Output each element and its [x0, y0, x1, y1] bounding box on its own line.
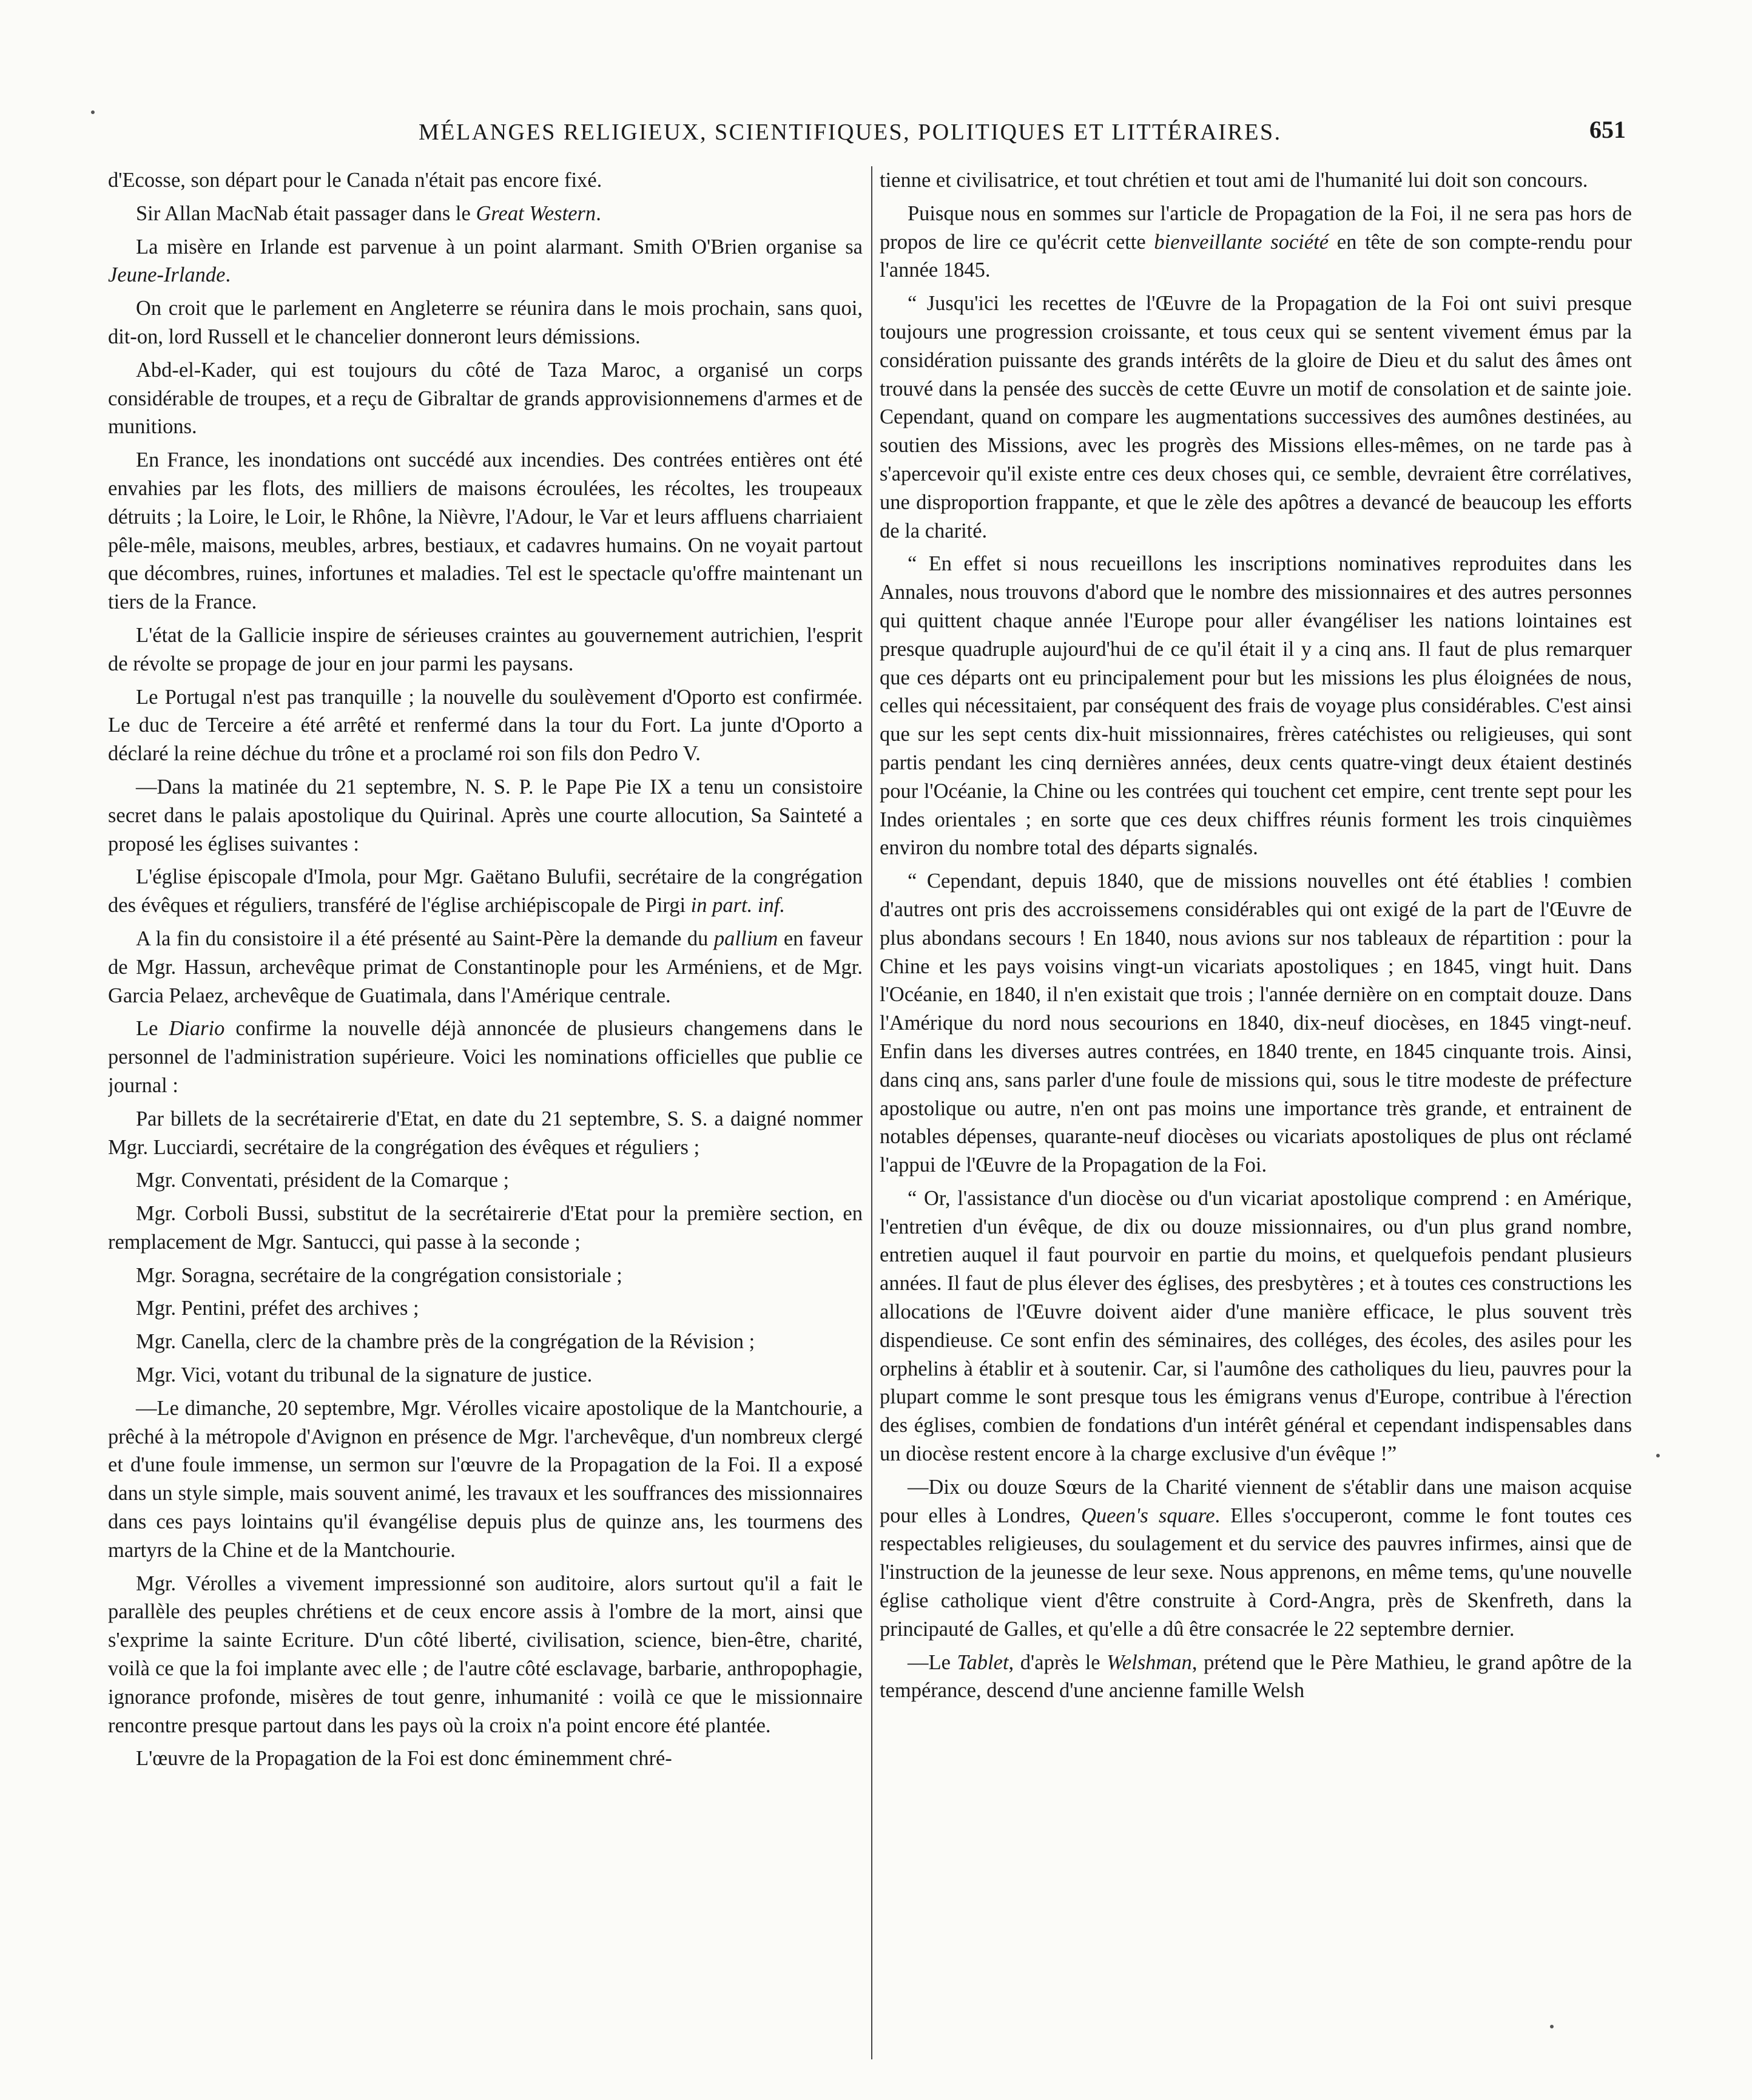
- text-run: —Dans la matinée du 21 septembre, N. S. P. le Pape Pie IX a tenu un consistoire secret dans le palais apostolique du Quirinal. Après une courte allocution, Sa Sainteté a proposé les églises suivantes :: [108, 775, 863, 856]
- paragraph: [880, 550, 1632, 862]
- right-column: [880, 166, 1632, 2065]
- text-run: .: [225, 263, 231, 287]
- text-run: Le Portugal n'est pas tranquille ; la nouvelle du soulèvement d'Oporto est confirmée. Le duc de Terceire a été arrêté et renfermé dans la tour du Fort. La junte d'Oporto a déclaré la reine déchue du trône et a proclamé roi son fils don Pedro V.: [108, 685, 863, 766]
- text-run: “ Jusqu'ici les recettes de l'Œuvre de la Propagation de la Foi ont suivi presque toujours une progression croissante, et tous ceux qui se sentent vivement émus par la considération puissante des grands intérêts de la gloire de Dieu et du salut des âmes ont trouvé dans la pensée des succès de cette Œuvre un motif de consolation et de sainte joie. Cependant, quand on compare les augmentations successives des aumônes destinées, au soutien des Missions, avec les progrès des Missions elles-mêmes, on ne tarde pas à s'apercevoir qu'il existe entre ces deux choses qui, ce semble, devraient être corrélatives, une disproportion frappante, et que le zèle des apôtres a devancé de beaucoup les efforts de la charité.: [880, 292, 1632, 542]
- paragraph: [108, 621, 863, 678]
- text-run: En France, les inondations ont succédé aux incendies. Des contrées entières ont été envahies par les flots, des milliers de maisons écroulées, les récoltes, les troupeaux détruits ; la Loire, le Loir, le Rhône, la Nièvre, l'Adour, le Var et leurs affluens charriaient pêle-mêle, maisons, meubles, arbres, bestiaux, et cadavres humains. On ne voyait partout que décombres, ruines, infortunes et maladies. Tel est le spectacle qu'offre maintenant un tiers de la France.: [108, 448, 863, 614]
- text-run: confirme la nouvelle déjà annoncée de plusieurs changemens dans le personnel de l'administration supérieure. Voici les nominations officielles que publie ce journal :: [108, 1017, 863, 1097]
- italic-run: Great Western: [476, 201, 596, 225]
- paragraph: [880, 1473, 1632, 1644]
- text-run: Puisque nous en sommes sur l'article de Propagation de la Foi, il ne sera pas hors de propos de lire ce qu'écrit cette: [880, 201, 1632, 254]
- paragraph: [880, 1184, 1632, 1468]
- paragraph: [108, 1294, 863, 1323]
- text-run: —Dix ou douze Sœurs de la Charité viennent de s'établir dans une maison acquise pour elles à Londres,: [880, 1475, 1632, 1527]
- paragraph: [880, 1649, 1632, 1706]
- paragraph: [108, 166, 863, 195]
- italic-run: pallium: [713, 927, 778, 950]
- text-run: Mgr. Vérolles a vivement impressionné son auditoire, alors surtout qu'il a fait le parallèle des peuples chrétiens et de ceux encore assis à l'ombre de la mort, ainsi que s'exprime la sainte Ecriture. D'un côté liberté, civilisation, science, bien-être, charité, voilà ce que la foi implante avec elle ; de l'autre côté esclavage, barbarie, anthropophagie, ignorance profonde, misères de tout genre, inhumanité : voilà ce que le missionnaire rencontre presque partout dans les pays où la croix n'a point encore été plantée.: [108, 1572, 863, 1737]
- paragraph: [880, 289, 1632, 545]
- column-divider: [871, 166, 872, 2059]
- text-run: “ En effet si nous recueillons les inscriptions nominatives reproduites dans les Annales, nous trouvons d'abord que le nombre des missionnaires et des autres personnes qui quittent chaque année l'Europe pour aller évangéliser les nations lointaines est presque quadruple aujourd'hui de ce qu'il était il y a cinq ans. Il faut de plus remarquer que ces départs ont eu principalement pour but les missions les plus éloignées de nous, celles qui nécessitaient, par conséquent des frais de voyage plus considérables. C'est ainsi que sur les sept cents dix-huit missionnaires, frères catéchistes ou religieuses, qui sont partis pendant les cinq dernières années, deux cents quatre-vingt deux étaient destinés pour l'Océanie, la Chine ou les contrées qui touchent cet empire, cent trente sept pour les Indes orientales ; en sorte que ces deux chiffres réunis forment les trois cinquièmes environ du nombre total des départs signalés.: [880, 552, 1632, 860]
- text-run: en faveur de Mgr. Hassun, archevêque primat de Constantinople pour les Arméniens, et de Mgr. Garcia Pelaez, archevêque de Guatimala, dans l'Amérique centrale.: [108, 927, 863, 1007]
- text-run: , prétend que le Père Mathieu, le grand apôtre de la tempérance, descend d'une ancienne famille Welsh: [880, 1650, 1632, 1703]
- italic-run: Tablet: [957, 1650, 1009, 1674]
- text-run: Sir Allan MacNab était passager dans le: [136, 201, 476, 225]
- paragraph: [108, 1328, 863, 1356]
- paragraph: [108, 1200, 863, 1257]
- left-column: [108, 166, 863, 2065]
- paragraph: [108, 925, 863, 1010]
- italic-run: Welshman: [1107, 1650, 1192, 1674]
- paragraph: [108, 200, 863, 228]
- text-run: A la fin du consistoire il a été présenté au Saint-Père la demande du: [136, 927, 714, 950]
- italic-run: Jeune-Irlande: [108, 263, 226, 287]
- text-run: Abd-el-Kader, qui est toujours du côté de Taza Maroc, a organisé un corps considérable de troupes, et a reçu de Gibraltar de grands approvisionnemens d'armes et de munitions.: [108, 358, 863, 439]
- text-run: d'Ecosse, son départ pour le Canada n'était pas encore fixé.: [108, 169, 602, 192]
- paragraph: [108, 773, 863, 858]
- text-run: .: [596, 201, 601, 225]
- paragraph: [108, 863, 863, 920]
- text-run: Mgr. Corboli Bussi, substitut de la secrétairerie d'Etat pour la première section, en remplacement de Mgr. Santucci, qui passe à la seconde ;: [108, 1202, 863, 1254]
- running-header: [419, 116, 1626, 153]
- margin-speck: [1656, 1454, 1660, 1457]
- text-run: —Le: [908, 1650, 957, 1674]
- paragraph: [880, 200, 1632, 285]
- text-run: Le: [136, 1017, 169, 1041]
- paragraph: [108, 233, 863, 290]
- text-run: “ Or, l'assistance d'un diocèse ou d'un vicariat apostolique comprend : en Amérique, l'entretien d'un évêque, de dix ou douze missionnaires, ou d'un plus grand nombre, entretien auquel il faut pourvoir en partie du moins, et quelquefois pendant plusieurs années. Il faut de plus élever des églises, des presbytères ; et à toutes ces constructions les allocations de l'Œuvre doivent aider d'une manière efficace, le plus souvent très dispendieuse. Ce sont enfin des séminaires, des colléges, des écoles, des asiles pour les orphelins à établir et à soutenir. Car, si l'aumône des catholiques du lieu, pauvres pour la plupart comme le sont presque tous les émigrans venus d'Europe, contribue à l'érection des églises, combien de fondations d'un intérêt général et cependant indispensables dans un diocèse restent encore à la charge exclusive d'un évêque !”: [880, 1186, 1632, 1466]
- italic-run: Queen's square: [1080, 1504, 1215, 1527]
- paragraph: [108, 1015, 863, 1099]
- paragraph: [108, 683, 863, 768]
- paragraph: [108, 1744, 863, 1773]
- paragraph: [880, 166, 1632, 195]
- text-run: Par billets de la secrétairerie d'Etat, en date du 21 septembre, S. S. a daigné nommer Mgr. Lucciardi, secrétaire de la congrégation des évêques et réguliers ;: [108, 1107, 863, 1159]
- paragraph: [108, 1570, 863, 1740]
- text-run: , d'après le: [1008, 1650, 1107, 1674]
- italic-run: in part. inf.: [690, 894, 785, 917]
- paragraph: [880, 867, 1632, 1180]
- text-run: “ Cependant, depuis 1840, que de missions nouvelles ont été établies ! combien d'autres ont pris des accroissemens considérables qui ont exigé de la part de l'Œuvre de plus abondans secours ! En 1840, nous avions sur nos tableaux de répartition : pour la Chine et les pays voisins vingt-un vicariats apostoliques ; en 1845, vingt huit. Dans l'Océanie, en 1840, il n'en existait que trois ; l'année dernière on en comptait douze. Dans l'Amérique du nord nous secourions en 1840, dix-neuf diocèses, en 1845 vingt-neuf. Enfin dans les diverses autres contrées, en 1840 trente, en 1845 cinquante trois. Ainsi, dans cinq ans, sans parler d'une foule de missions qui, sous le titre modeste de préfecture apostolique ou autre, n'en ont pas moins une importance très grande, et entrainent de notables dépenses, quarante-neuf diocèses ou vicariats apostoliques de plus ont réclamé l'appui de l'Œuvre de la Propagation de la Foi.: [880, 869, 1632, 1177]
- paragraph: [108, 1394, 863, 1565]
- italic-run: bienveillante société: [1154, 230, 1329, 254]
- text-run: tienne et civilisatrice, et tout chrétien et tout ami de l'humanité lui doit son concours.: [880, 169, 1588, 192]
- paragraph: [108, 356, 863, 441]
- paragraph: [108, 1105, 863, 1162]
- text-run: On croit que le parlement en Angleterre se réunira dans le mois prochain, sans quoi, dit-on, lord Russell et le chancelier donneront leurs démissions.: [108, 297, 863, 348]
- text-run: Mgr. Canella, clerc de la chambre près de la congrégation de la Révision ;: [136, 1330, 755, 1354]
- text-run: L'état de la Gallicie inspire de sérieuses craintes au gouvernement autrichien, l'esprit de révolte se propage de jour en jour parmi les paysans.: [108, 623, 863, 675]
- text-run: en tête de son compte-rendu pour l'année 1845.: [880, 230, 1632, 282]
- page-number: 651: [1589, 116, 1626, 143]
- paragraph: [108, 1361, 863, 1389]
- text-run: . Elles s'occuperont, comme le font toutes ces respectables religieuses, du soulagement et du service des pauvres infirmes, ainsi que de l'instruction de la jeunesse de leur sexe. Nous apprenons, en même tems, qu'une nouvelle église catholique vient d'être construite à Cord-Angra, près de Skenfreth, dans la principauté de Galles, et qu'elle a dû être consacrée le 22 septembre dernier.: [880, 1504, 1632, 1641]
- paragraph: [108, 1261, 863, 1290]
- text-run: Mgr. Soragna, secrétaire de la congrégation consistoriale ;: [136, 1263, 622, 1287]
- paragraph: [108, 1166, 863, 1195]
- text-run: Mgr. Pentini, préfet des archives ;: [136, 1297, 419, 1320]
- margin-speck: [91, 110, 95, 114]
- text-run: L'œuvre de la Propagation de la Foi est donc éminemment chré-: [136, 1747, 672, 1771]
- text-run: La misère en Irlande est parvenue à un point alarmant. Smith O'Brien organise sa: [136, 235, 863, 258]
- paragraph: [108, 446, 863, 616]
- page-header-title: MÉLANGES RELIGIEUX, SCIENTIFIQUES, POLITIQUES ET LITTÉRAIRES.: [419, 120, 1282, 145]
- italic-run: Diario: [169, 1017, 225, 1041]
- margin-speck: [1550, 2025, 1554, 2028]
- text-run: —Le dimanche, 20 septembre, Mgr. Vérolles vicaire apostolique de la Mantchourie, a prêché à la métropole d'Avignon en présence de Mgr. l'archevêque, d'un nombreux clergé et d'une foule immense, un sermon sur l'œuvre de la Propagation de la Foi. Il a exposé dans un style simple, mais souvent animé, les travaux et les souffrances des missionnaires dans ces pays lointains qu'il évangélise depuis plus de quinze ans, les tourmens des martyrs de la Chine et de la Mantchourie.: [108, 1396, 863, 1562]
- paragraph: [108, 294, 863, 351]
- text-run: Mgr. Conventati, président de la Comarque ;: [136, 1169, 510, 1192]
- text-run: L'église épiscopale d'Imola, pour Mgr. Gaëtano Bulufii, secrétaire de la congrégation des évêques et réguliers, transféré de l'église archiépiscopale de Pirgi: [108, 865, 863, 917]
- text-run: Mgr. Vici, votant du tribunal de la signature de justice.: [136, 1363, 593, 1387]
